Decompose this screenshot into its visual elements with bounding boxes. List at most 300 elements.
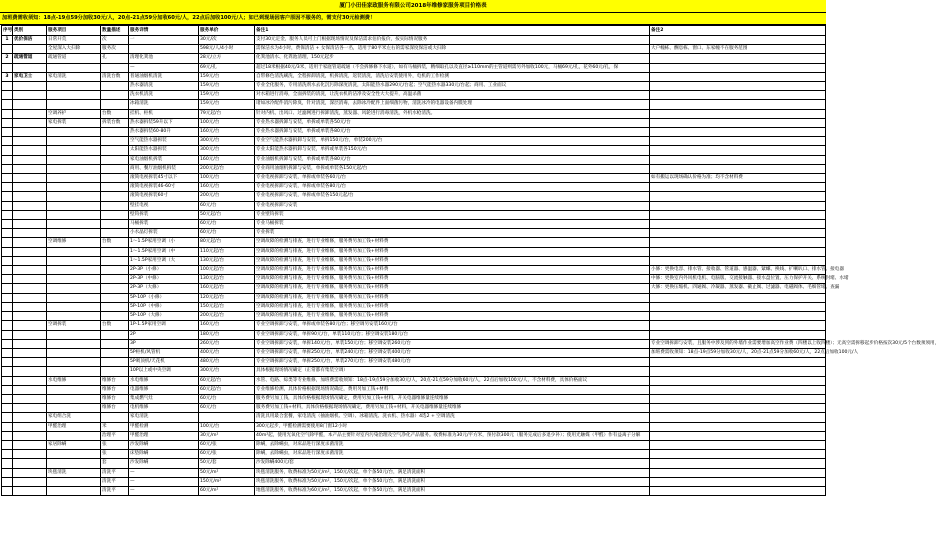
cell-note1: 空调故障的检测与排查，进行专业维修，服务费另加工钱+材料费: [255, 238, 650, 247]
cell-quantity: [101, 146, 129, 155]
cell-note2: [650, 72, 826, 81]
cell-note2: 如有搬运以现场确认价格为准；均不含材料费: [650, 174, 826, 183]
cell-price: 130元起/台: [199, 256, 255, 265]
cell-index: [2, 100, 13, 109]
table-row: [2, 210, 826, 219]
cell-category: [13, 312, 47, 321]
cell-price: 150元/m²: [199, 477, 255, 486]
cell-note1: 40m²起，使用光氧化空气除甲醛，本产品主要针对室内污染治理及空气净化产品服务。收费标准为30元/平方米，预付款300元（服务完成后多退少补）；使用光触媒（甲醛）作有益离子分解: [255, 431, 650, 440]
cell-quantity: 治理平: [101, 431, 129, 440]
cell-index: 3: [2, 72, 13, 81]
cell-index: [2, 118, 13, 127]
cell-index: [2, 45, 13, 54]
cell-price: 69元/孔: [199, 63, 255, 72]
cell-service: [47, 284, 101, 293]
cell-detail: 冰箱清洗: [129, 100, 199, 109]
cell-note1: 专业空调拆卸与安装，单拆140元/台，单装150元/台；移空调安装260元/台: [255, 339, 650, 348]
cell-category: [13, 210, 47, 219]
cell-detail: [129, 45, 199, 54]
header-category: 类别: [13, 26, 47, 36]
cell-category: [13, 164, 47, 173]
cell-price: 160元/台: [199, 321, 255, 330]
table-row: [2, 431, 826, 440]
cell-index: [2, 477, 13, 486]
table-row: [2, 36, 826, 45]
cell-price: 598元/人/4小时: [199, 45, 255, 54]
cell-price: 150元起/台: [199, 302, 255, 311]
table-row: [2, 450, 826, 459]
cell-note1: 专业商用油烟机拆卸与安装，单拆或单装各150元起/台: [255, 164, 650, 173]
cell-note2: [650, 293, 826, 302]
header-note1: 备注1: [255, 26, 650, 36]
cell-note2: [650, 440, 826, 449]
cell-detail: 小水晶灯拆装: [129, 229, 199, 238]
cell-category: [13, 238, 47, 247]
cell-category: [13, 293, 47, 302]
cell-service: 家电拆装: [47, 118, 101, 127]
cell-service: [47, 174, 101, 183]
cell-detail: 壁挂电视: [129, 201, 199, 210]
table-row: [2, 486, 826, 495]
cell-detail: —: [129, 477, 199, 486]
cell-index: [2, 174, 13, 183]
cell-category: 优价保洁: [13, 36, 47, 45]
cell-quantity: [101, 330, 129, 339]
cell-quantity: 台数: [101, 109, 129, 118]
cell-price: 200元起/台: [199, 312, 255, 321]
cell-service: 甲醛治理: [47, 422, 101, 431]
cell-note1: 专业电视拆卸与安装，单拆或单装各150元起/台: [255, 192, 650, 201]
cell-note1: 专业油烟机拆卸与安装，单拆或单装各80元/台: [255, 155, 650, 164]
cell-detail: 甲醛检测: [129, 422, 199, 431]
cell-index: [2, 312, 13, 321]
cell-detail: 马桶拆装: [129, 220, 199, 229]
cell-detail: 1～1.5P家用空调（大: [129, 256, 199, 265]
cell-service: [47, 183, 101, 192]
cell-note1: 专业拆装: [255, 229, 650, 238]
cell-service: [47, 192, 101, 201]
cell-quantity: 维修台: [101, 376, 129, 385]
cell-note2: [650, 192, 826, 201]
cell-service: [47, 404, 101, 413]
cell-detail: 1～1.5P家用空调（小: [129, 238, 199, 247]
header-detail: 服务详情: [129, 26, 199, 36]
cell-note1: 专业马桶拆装: [255, 220, 650, 229]
cell-note1: 空调故障的检测与排查，进行专业维修，服务费另加工钱+材料费: [255, 293, 650, 302]
cell-quantity: [101, 100, 129, 109]
table-row: [2, 330, 826, 339]
cell-quantity: [101, 339, 129, 348]
cell-note1: 块毯清洗服务，收费标准为50元/m²，150元/次起，单个条50元/台，满足清洗面积: [255, 477, 650, 486]
cell-quantity: [101, 275, 129, 284]
cell-service: [47, 164, 101, 173]
cell-category: [13, 486, 47, 495]
cell-note2: 小修：更换电容、排水管、接收器、管道器、感温器、紧螺、换线、扩喇叭口、排水管、接电器: [650, 266, 826, 275]
cell-service: [47, 155, 101, 164]
cell-detail: 水电维修: [129, 376, 199, 385]
cell-category: [13, 321, 47, 330]
table-row: [2, 229, 826, 238]
table-row: [2, 63, 826, 72]
cell-category: [13, 440, 47, 449]
header-price: 服务单价: [199, 26, 255, 36]
cell-price: 400元/台: [199, 348, 255, 357]
cell-detail: 太阳能热水器拆装: [129, 146, 199, 155]
cell-note1: 空调故障的检测与排查，进行专业维修，服务费另加工钱+材料费: [255, 312, 650, 321]
cell-detail: 洗衣机清洗: [129, 91, 199, 100]
table-row: [2, 72, 826, 81]
cell-note1: 专业热水器拆卸与安装，单拆或单装各50元/台: [255, 118, 650, 127]
cell-category: [13, 183, 47, 192]
cell-note1: 专业电视拆卸与安装，单拆或单装各80元/台: [255, 183, 650, 192]
cell-service: 家居除螨: [47, 440, 101, 449]
cell-service: [47, 91, 101, 100]
cell-service: 家电组合洗: [47, 413, 101, 422]
cell-index: [2, 275, 13, 284]
cell-quantity: [101, 256, 129, 265]
price-table: [1, 25, 939, 496]
cell-detail: 2P-3P（小修）: [129, 266, 199, 275]
cell-price: 60元/台: [199, 229, 255, 238]
cell-service: [47, 486, 101, 495]
cell-service: [47, 137, 101, 146]
cell-category: [13, 109, 47, 118]
header-index: 序号: [2, 26, 13, 36]
cell-index: [2, 367, 13, 376]
cell-category: [13, 275, 47, 284]
cell-detail: 沙发除螨: [129, 459, 199, 468]
cell-price: 300元/台: [199, 137, 255, 146]
cell-note2: [650, 100, 826, 109]
cell-index: [2, 468, 13, 477]
cell-price: 160元/台: [199, 128, 255, 137]
cell-category: [13, 128, 47, 137]
cell-quantity: 清洗台数: [101, 72, 129, 81]
header-service: 服务项目: [47, 26, 101, 36]
cell-service: [47, 201, 101, 210]
cell-note2: [650, 477, 826, 486]
cell-note1: 支付30元定金，服务人员可上门根据现场情况及保洁需求估价报价，按实际情况服务: [255, 36, 650, 45]
cell-note2: [650, 367, 826, 376]
cell-price: 30元/次: [199, 36, 255, 45]
cell-detail: 床垫除螨: [129, 450, 199, 459]
cell-detail: 滚筒电视拆装45寸以下: [129, 174, 199, 183]
cell-note1: 针对内机、出风口、过滤网进行拆卸清洗，蒸发器、风轮进行消毒清洗，外机水枪清洗。: [255, 109, 650, 118]
table-row: [2, 100, 826, 109]
cell-price: 60元/台: [199, 394, 255, 403]
cell-index: [2, 155, 13, 164]
table-row: [2, 192, 826, 201]
cell-price: 180元/台: [199, 330, 255, 339]
cell-category: [13, 256, 47, 265]
cell-note1: 化粪池清水、化粪池清理，150元起步: [255, 54, 650, 63]
cell-price: 480元/台: [199, 358, 255, 367]
cell-category: [13, 201, 47, 210]
cell-index: [2, 321, 13, 330]
cell-note1: 服务费另加工钱+材料，具体价格根据现场情况确定，费用另加工钱+材料，开关电器维修量连续维修: [255, 404, 650, 413]
cell-note2: [650, 164, 826, 173]
cell-category: [13, 394, 47, 403]
cell-detail: 5P柜机/风管机: [129, 348, 199, 357]
cell-note2: [650, 431, 826, 440]
cell-price: 79元起/台: [199, 109, 255, 118]
cell-index: 1: [2, 36, 13, 45]
cell-quantity: [101, 183, 129, 192]
cell-note2: [650, 450, 826, 459]
cell-quantity: 张: [101, 450, 129, 459]
table-row: [2, 128, 826, 137]
table-row: [2, 109, 826, 118]
cell-index: [2, 339, 13, 348]
cell-service: [47, 63, 101, 72]
cell-note2: [650, 302, 826, 311]
cell-category: [13, 413, 47, 422]
cell-quantity: 孔: [101, 54, 129, 63]
table-row: [2, 137, 826, 146]
cell-note2: [650, 330, 826, 339]
cell-quantity: 米: [101, 422, 129, 431]
cell-note2: [650, 394, 826, 403]
cell-detail: 5P-10P（中修）: [129, 302, 199, 311]
cell-service: 疏通管道: [47, 54, 101, 63]
cell-note2: [650, 404, 826, 413]
cell-detail: 一: [129, 36, 199, 45]
cell-note1: 专业维修检测，具体价格根据现场情况确定，费用另加工钱+材料: [255, 385, 650, 394]
cell-price: 159元/台: [199, 82, 255, 91]
table-row: [2, 358, 826, 367]
table-row: [2, 394, 826, 403]
cell-service: [47, 266, 101, 275]
cell-category: [13, 330, 47, 339]
cell-detail: 商用、餐厅油烟机拆装: [129, 164, 199, 173]
cell-service: [47, 100, 101, 109]
cell-index: [2, 431, 13, 440]
cell-quantity: [101, 284, 129, 293]
cell-category: [13, 155, 47, 164]
table-row: [2, 302, 826, 311]
cell-category: [13, 376, 47, 385]
table-row: [2, 266, 826, 275]
cell-price: 60元/台: [199, 201, 255, 210]
cell-note1: 专业空调拆卸与安装，单拆250元/台，单装240元/台；移空调安装400元/台: [255, 348, 650, 357]
cell-service: [47, 210, 101, 219]
cell-detail: 空气能热水器拆装: [129, 137, 199, 146]
cell-service: 全屋深入大扫除: [47, 45, 101, 54]
cell-note2: [650, 137, 826, 146]
cell-note2: [650, 358, 826, 367]
cell-quantity: [101, 413, 129, 422]
cell-index: [2, 440, 13, 449]
cell-note1: 除螨，去除螨虫，对床品进行深度杀菌清洗: [255, 450, 650, 459]
cell-service: [47, 247, 101, 256]
cell-note1: 空调故障的检测与排查，进行专业维修，服务费另加工钱+材料费: [255, 256, 650, 265]
cell-note1: 300元起步，甲醛检测需要使用8门窗12小时: [255, 422, 650, 431]
cell-category: [13, 82, 47, 91]
cell-note1: 专业全化服务，专用清洗剂水去化沉污除深度清洗，太阳能热水器290元/台起；空气能热水器330元/台起；商用、工业面议: [255, 82, 650, 91]
cell-price: 160元起/台: [199, 284, 255, 293]
cell-detail: 5P吸顶机/天花机: [129, 358, 199, 367]
cell-note1: 空调故障的检测与排查，进行专业维修，服务费另加工钱+材料费: [255, 266, 650, 275]
cell-index: [2, 486, 13, 495]
cell-note1: 空调故障的检测与排查，进行专业维修，服务费另加工钱+材料费: [255, 284, 650, 293]
cell-detail: 电机维修: [129, 404, 199, 413]
cell-service: [47, 450, 101, 459]
cell-quantity: [101, 358, 129, 367]
cell-detail: 1～1.5P家用空调（中: [129, 247, 199, 256]
cell-service: [47, 358, 101, 367]
cell-category: [13, 284, 47, 293]
cell-index: [2, 109, 13, 118]
cell-price: 130元起/台: [199, 275, 255, 284]
cell-note1: 诸如冰冷配件消污除臭，针对清洗，深层消毒，去除冰冷配件上面细菌污物，清洗冰冷的电器设备内膜处理: [255, 100, 650, 109]
cell-note1: 水管、电路、綜类等专业维修，加班费需收须知：18点-19点59分加收30元/人，20点-21点59分加收60元/人，22点后加收100元/人，不含材料费，具体价格面议: [255, 376, 650, 385]
cell-note1: 专业电视拆卸与安装: [255, 201, 650, 210]
cell-index: [2, 91, 13, 100]
cell-category: [13, 192, 47, 201]
cell-note2: 专业空调拆卸与安装，且服务中涉及到的外墙作业需要增加高空作业费（四楼以上收四楼）；无高空需拆移起步价格按次30元/5个台数须须用，: [650, 339, 826, 348]
cell-index: [2, 229, 13, 238]
cell-category: [13, 431, 47, 440]
cell-note2: [650, 128, 826, 137]
cell-category: [13, 339, 47, 348]
header-note2: 备注2: [650, 26, 826, 36]
cell-note1: 专业空气能热水器拆卸与安装，单拆150元/台，单装200元/台: [255, 137, 650, 146]
cell-service: [47, 275, 101, 284]
cell-price: 260元/台: [199, 339, 255, 348]
cell-detail: 热水器拆装59升以下: [129, 118, 199, 127]
cell-service: [47, 220, 101, 229]
cell-index: 2: [2, 54, 13, 63]
cell-category: [13, 450, 47, 459]
cell-index: [2, 385, 13, 394]
cell-quantity: [101, 302, 129, 311]
table-row: [2, 385, 826, 394]
cell-price: 160元/台: [199, 183, 255, 192]
cell-index: [2, 450, 13, 459]
cell-service: 水电维修: [47, 376, 101, 385]
cell-note2: [650, 247, 826, 256]
cell-note2: 加班费需收须知：18点-19点59分加收30元/人，20点-21点59分加收60元/人，22点后加收100元/人: [650, 348, 826, 357]
cell-price: 60元/台: [199, 220, 255, 229]
cell-service: [47, 146, 101, 155]
cell-price: 160元/台: [199, 155, 255, 164]
cell-index: [2, 266, 13, 275]
cell-index: [2, 128, 13, 137]
table-row: [2, 238, 826, 247]
cell-quantity: 服务次: [101, 45, 129, 54]
cell-index: [2, 146, 13, 155]
cell-service: 日常开荒: [47, 36, 101, 45]
cell-price: 60元/m²: [199, 486, 255, 495]
cell-detail: 滚筒电视拆装60寸: [129, 192, 199, 201]
cell-note1: 沙发除螨400元/套: [255, 459, 650, 468]
cell-detail: 电器维修: [129, 385, 199, 394]
table-row: [2, 440, 826, 449]
cell-price: 100元起/台: [199, 266, 255, 275]
cell-note2: [650, 201, 826, 210]
cell-service: [47, 367, 101, 376]
cell-index: [2, 330, 13, 339]
cell-note2: [650, 459, 826, 468]
cell-note1: 专业空调拆卸与安装，单拆或单装各80元/台；移空调另安装160元/台: [255, 321, 650, 330]
cell-note1: 空调故障的检测与排查，进行专业维修，服务费另加工钱+材料费: [255, 247, 650, 256]
cell-price: 110元起/台: [199, 247, 255, 256]
cell-detail: 沙发除螨: [129, 440, 199, 449]
cell-category: [13, 45, 47, 54]
cell-note1: 专业空调拆卸与安装，单拆90元/台，单装110元/台；移空调安装180元/台: [255, 330, 650, 339]
table-row: [2, 459, 826, 468]
cell-detail: —: [129, 63, 199, 72]
cell-service: 家电清洗: [47, 72, 101, 81]
cell-index: [2, 192, 13, 201]
cell-detail: 甲醛治理: [129, 431, 199, 440]
cell-quantity: [101, 247, 129, 256]
cell-quantity: 清洗平: [101, 477, 129, 486]
cell-category: [13, 358, 47, 367]
cell-note2: [650, 63, 826, 72]
cell-note2: [650, 486, 826, 495]
cell-service: [47, 348, 101, 357]
table-header-row: [2, 26, 826, 36]
cell-note2: [650, 109, 826, 118]
cell-detail: 2P: [129, 330, 199, 339]
table-row: [2, 376, 826, 385]
cell-quantity: 维修台: [101, 404, 129, 413]
table-row: [2, 82, 826, 91]
cell-note1: 对水箱进行消毒，全面拆装的清洗，让洗衣机的洁净及安全性大大提升，高温杀菌: [255, 91, 650, 100]
cell-price: 100元/台: [199, 118, 255, 127]
cell-service: [47, 339, 101, 348]
cell-category: [13, 137, 47, 146]
table-row: [2, 164, 826, 173]
cell-detail: 1P-1.5P家用空调: [129, 321, 199, 330]
cell-price: 28元/立方: [199, 54, 255, 63]
cell-category: 家电卫士: [13, 72, 47, 81]
cell-quantity: [101, 174, 129, 183]
cell-category: [13, 404, 47, 413]
cell-note2: [650, 210, 826, 219]
cell-category: [13, 459, 47, 468]
table-row: [2, 91, 826, 100]
cell-quantity: [101, 210, 129, 219]
cell-service: [47, 302, 101, 311]
cell-detail: —: [129, 486, 199, 495]
cell-note1: 块毯清洗服务，收费标准为50元/m²，150元/次起，单个条50元/台，满足清洗面积: [255, 468, 650, 477]
cell-detail: 滚筒电视拆装46-60寸: [129, 183, 199, 192]
overtime-notice: 加班费需收须知：18点-19点59分加收30元/人，20点-21点59分加收60元/人，22点后加收100元/人；如已到现场因客户原因不服务的，需支付30元检测费！: [0, 13, 826, 25]
table-row: [2, 422, 826, 431]
cell-category: [13, 174, 47, 183]
table-row: [2, 284, 826, 293]
cell-note1: 需保洁水为4小时，费保清洁 + 女保清洁各一名，适用于80平米左右的需家深度保洁或大扫除: [255, 45, 650, 54]
cell-price: 60元/张: [199, 450, 255, 459]
cell-index: [2, 137, 13, 146]
cell-quantity: 台数: [101, 321, 129, 330]
cell-index: [2, 302, 13, 311]
cell-index: [2, 348, 13, 357]
table-row: [2, 367, 826, 376]
cell-note1: 专业壁钩拆装: [255, 210, 650, 219]
cell-price: 80元起/台: [199, 238, 255, 247]
cell-price: 50元/m²: [199, 468, 255, 477]
table-row: [2, 183, 826, 192]
cell-price: 159元/台: [199, 100, 255, 109]
cell-price: 100元/台: [199, 174, 255, 183]
cell-service: [47, 82, 101, 91]
cell-index: [2, 220, 13, 229]
cell-detail: 家电清洗: [129, 413, 199, 422]
cell-category: [13, 146, 47, 155]
